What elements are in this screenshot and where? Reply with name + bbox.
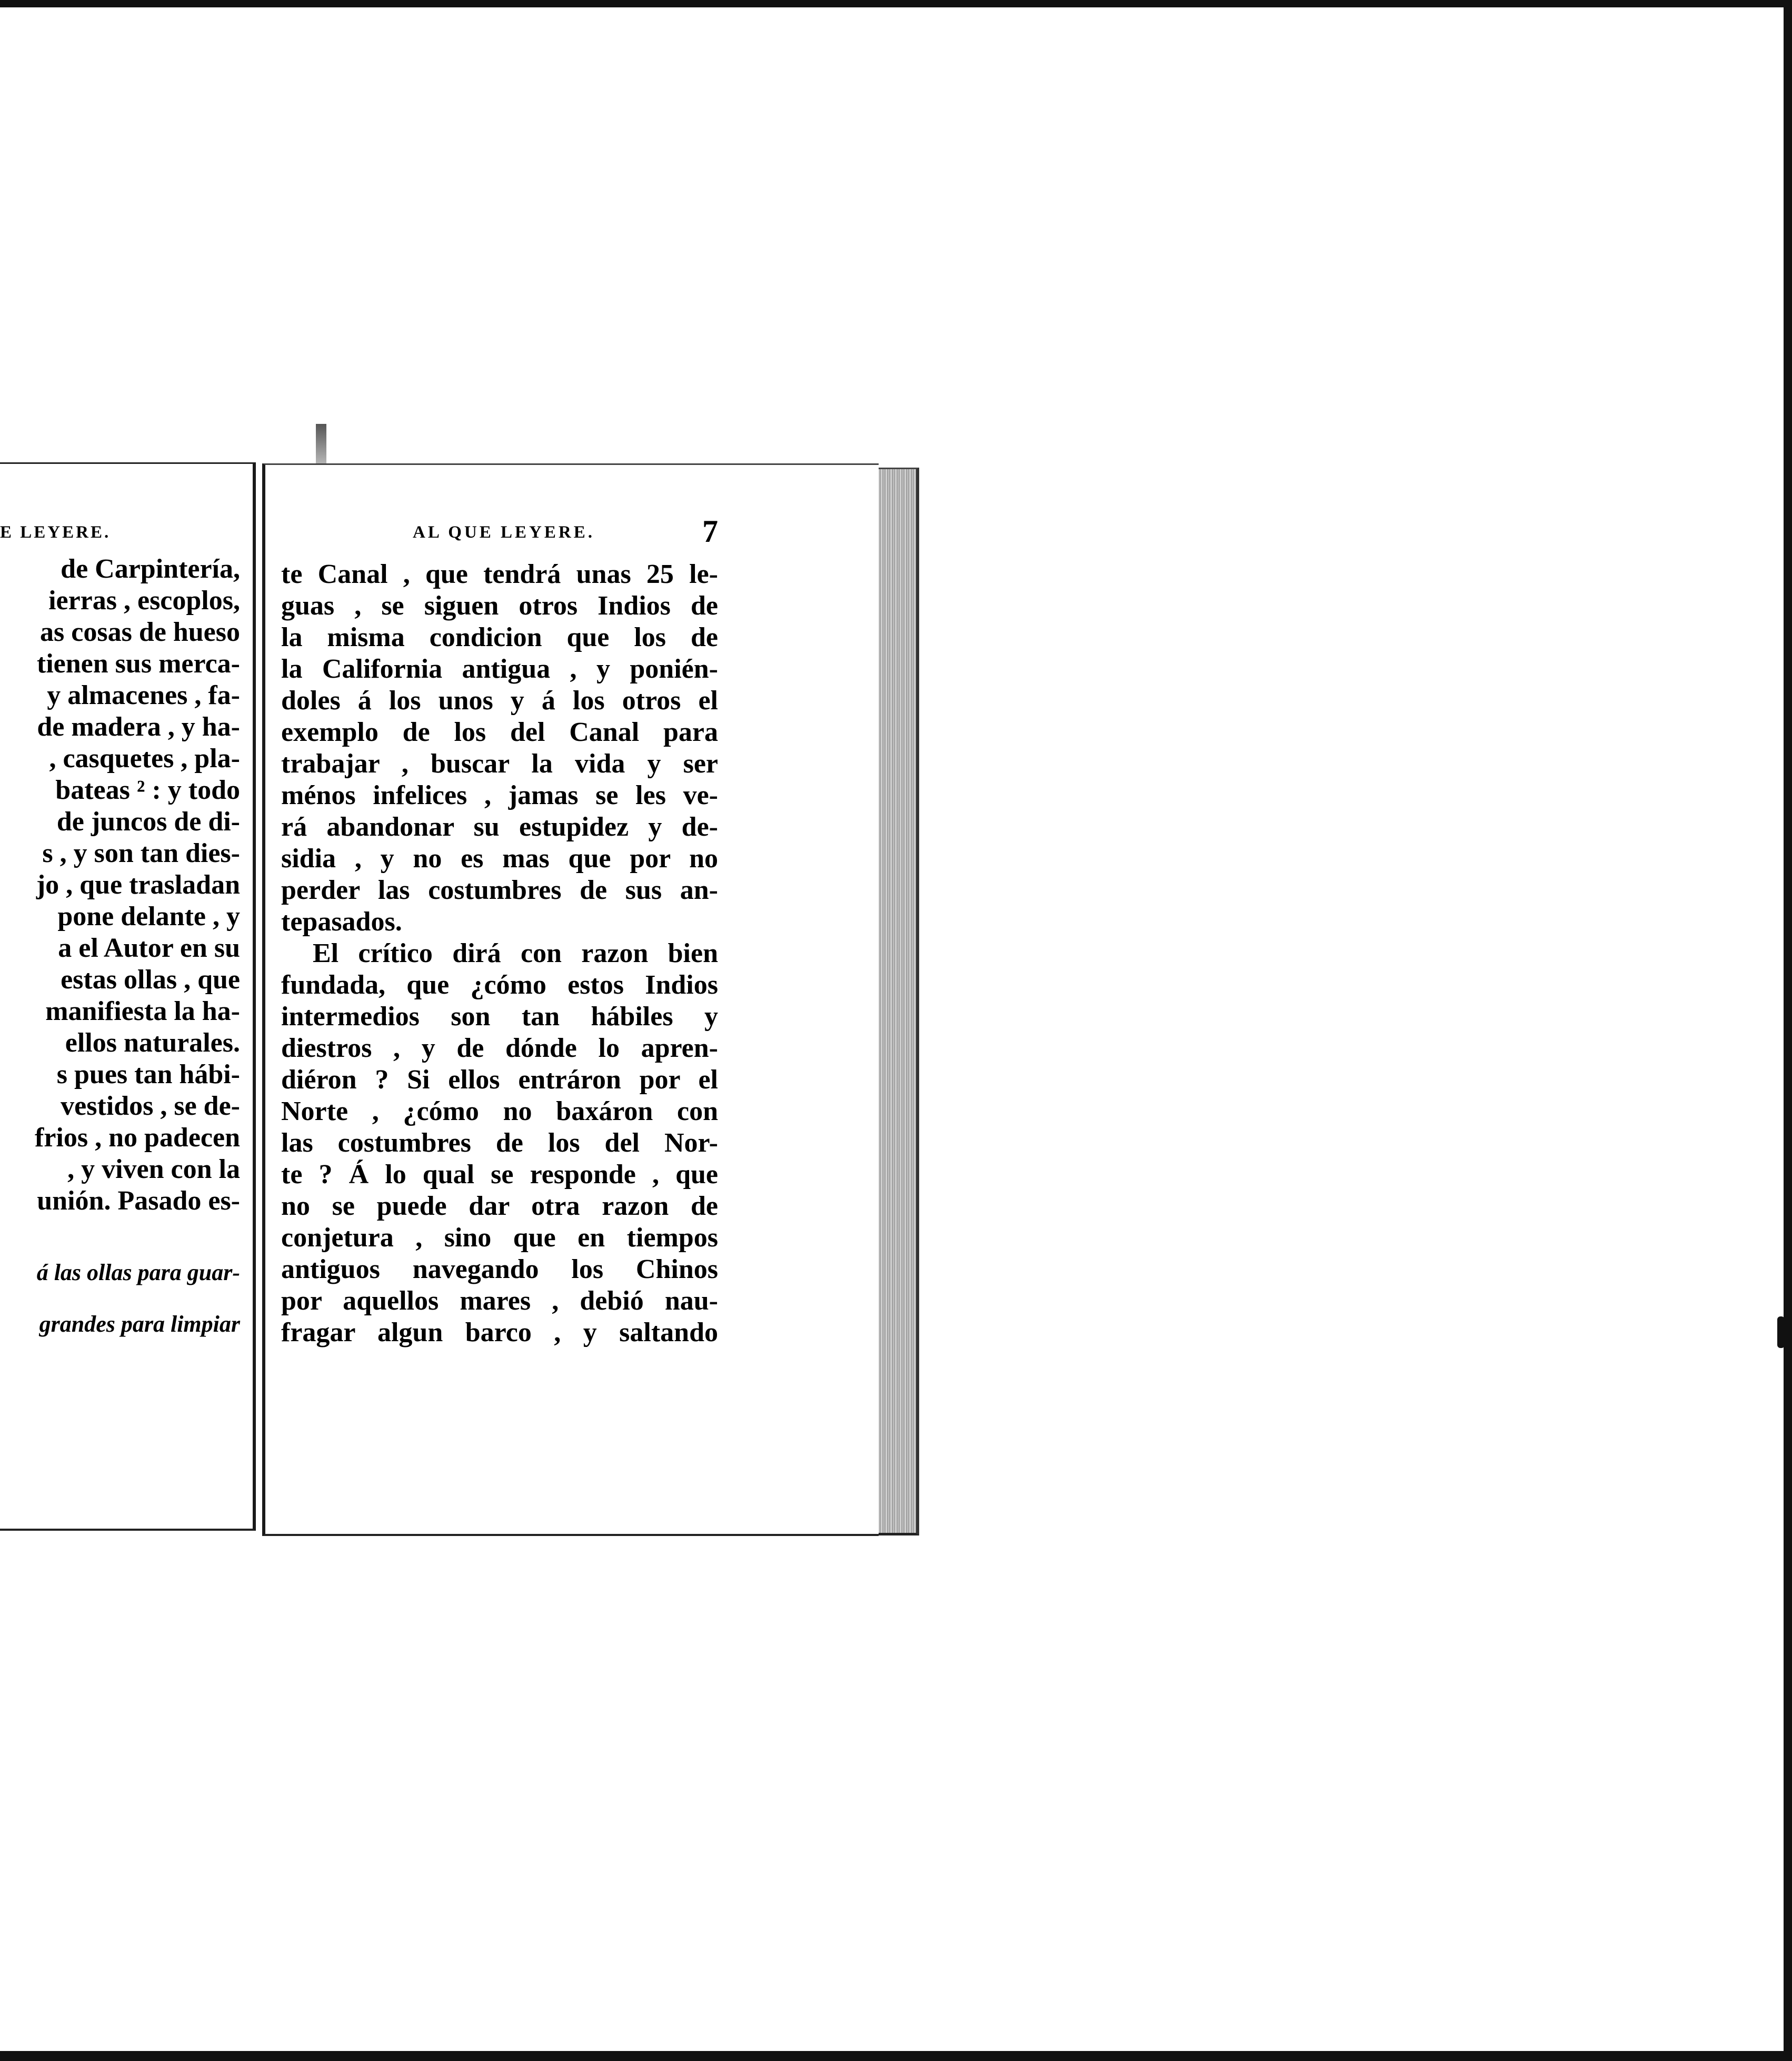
text-line: te ? Á lo qual se responde , que (281, 1160, 718, 1190)
text-line: te Canal , que tendrá unas 25 le- (281, 559, 718, 589)
text-line: tienen sus merca- (36, 649, 240, 679)
text-line: jo , que trasladan (36, 870, 240, 900)
text-line: por aquellos mares , debió nau- (281, 1286, 718, 1316)
text-line: fragar algun barco , y saltando (281, 1317, 718, 1347)
text-line: as cosas de hueso (40, 617, 240, 647)
text-line: perder las costumbres de sus an- (281, 875, 718, 905)
text-line: fundada, que ¿cómo estos Indios (281, 970, 718, 1000)
text-line: estas ollas , que (61, 965, 240, 995)
text-line: y almacenes , fa- (47, 680, 240, 710)
text-line: pone delante , y (57, 901, 240, 932)
text-line: frios , no padecen (35, 1123, 240, 1153)
scan-edge-mark (1777, 1316, 1785, 1348)
text-line: manifiesta la ha- (45, 996, 240, 1026)
right-page (262, 463, 879, 1536)
text-line: rá abandonar su estupidez y de- (281, 812, 718, 842)
text-line: , casquetes , pla- (49, 744, 240, 774)
spine-shadow (316, 424, 326, 466)
text-line: ierras , escoplos, (48, 586, 240, 616)
text-line: ménos infelices , jamas se les ve- (281, 780, 718, 810)
text-line: s , y son tan dies- (42, 838, 240, 868)
text-line: unión. Pasado es- (37, 1186, 240, 1216)
scan-border-right (1784, 0, 1792, 2061)
left-page (0, 462, 256, 1531)
page-edges (874, 468, 919, 1535)
text-line: doles á los unos y á los otros el (281, 686, 718, 716)
text-line: la California antigua , y ponién- (281, 654, 718, 684)
text-line: de juncos de di- (56, 807, 240, 837)
text-line: diestros , y de dónde lo apren- (281, 1033, 718, 1063)
text-line: trabajar , buscar la vida y ser (281, 749, 718, 779)
text-line: sidia , y no es mas que por no (281, 844, 718, 874)
footnote-line: á las ollas para guar- (36, 1260, 240, 1285)
text-line: de madera , y ha- (37, 712, 240, 742)
running-head: AL QUE LEYERE. (413, 523, 595, 542)
left-footnotes (0, 1259, 240, 1362)
scan-border-top (0, 0, 1792, 7)
text-line: no se puede dar otra razon de (281, 1191, 718, 1221)
text-line: guas , se siguen otros Indios de (281, 591, 718, 621)
text-line: a el Autor en su (58, 933, 240, 963)
footnote-line: grandes para limpiar (39, 1311, 240, 1337)
text-line: , y viven con la (67, 1154, 240, 1184)
text-line: vestidos , se de- (61, 1091, 240, 1121)
scan-border-bottom (0, 2051, 1792, 2061)
text-line: bateas ² : y todo (55, 775, 240, 805)
text-line: conjetura , sino que en tiempos (281, 1223, 718, 1253)
text-line: El crítico dirá con razon bien (313, 938, 718, 968)
page-number: 7 (702, 514, 718, 549)
text-line: las costumbres de los del Nor- (281, 1128, 718, 1158)
text-line: intermedios son tan hábiles y (281, 1002, 718, 1032)
text-line: Norte , ¿cómo no baxáron con (281, 1096, 718, 1126)
text-line: tepasados. (281, 907, 402, 937)
text-line: diéron ? Si ellos entráron por el (281, 1065, 718, 1095)
text-line: ellos naturales. (65, 1028, 240, 1058)
text-line: la misma condicion que los de (281, 622, 718, 652)
left-text-block (0, 553, 240, 1217)
text-line: de Carpintería, (61, 554, 240, 584)
body-text (281, 559, 718, 1349)
text-line: s pues tan hábi- (56, 1059, 240, 1089)
text-line: exemplo de los del Canal para (281, 717, 718, 747)
text-line: antiguos navegando los Chinos (281, 1254, 718, 1284)
left-running-head: E LEYERE. (0, 523, 111, 542)
